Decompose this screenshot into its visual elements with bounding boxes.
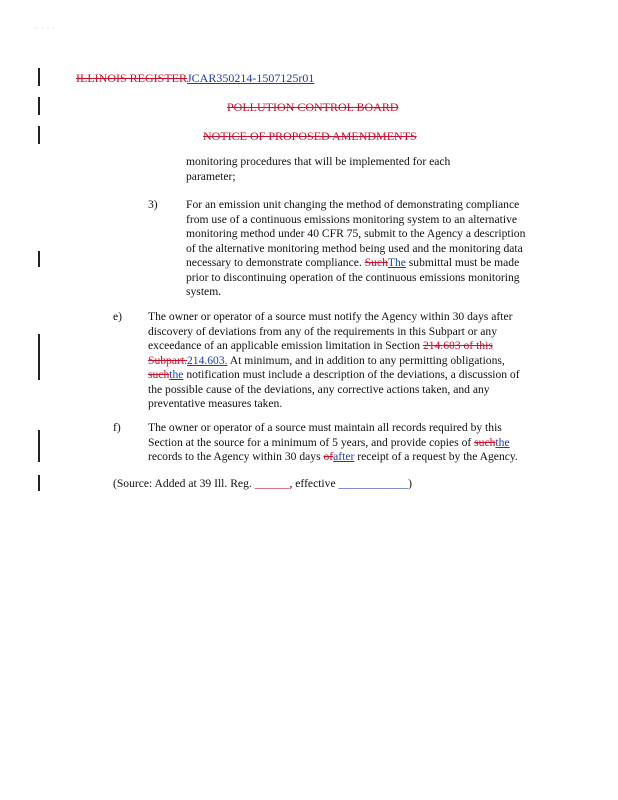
text-run: submittal must be made xyxy=(405,256,520,269)
deleted-text: 214.603 of this xyxy=(422,339,493,352)
text-line xyxy=(148,368,520,383)
text-run: (Source: Added at 39 Ill. Reg. xyxy=(113,477,255,490)
text-line xyxy=(148,436,518,451)
text-line: monitoring method under 40 CFR 75, submit to the Agency a description xyxy=(186,227,526,240)
register-header xyxy=(76,71,314,86)
deleted-text: Subpart. xyxy=(148,353,187,367)
item-3-label: 3) xyxy=(148,198,158,211)
text-line: preventative measures taken. xyxy=(148,397,283,410)
text-line xyxy=(186,256,525,271)
item-f-label: f) xyxy=(113,421,121,434)
text-line: discovery of deviations from any of the requirements in this Subpart or any xyxy=(148,324,498,338)
text-line: For an emission unit changing the method of demonstrating compliance xyxy=(186,198,520,211)
change-bar xyxy=(38,251,40,267)
text-run: exceedance of an applicable emission limitation in Section xyxy=(148,339,423,352)
item-f-paragraph xyxy=(148,421,518,465)
register-title: ILLINOIS REGISTER xyxy=(76,71,187,85)
text-line: prior to discontinuing operation of the continuous emissions monitoring xyxy=(186,270,520,284)
text-line: The owner or operator of a source must notify the Agency within 30 days after xyxy=(148,310,513,323)
continuation-paragraph xyxy=(186,155,450,184)
source-note xyxy=(113,477,412,492)
item-e-paragraph xyxy=(148,310,520,412)
deleted-text: such xyxy=(148,368,170,381)
text-run: At minimum, and in addition to any permitting obligations, xyxy=(227,353,505,367)
text-run: ) xyxy=(408,477,412,490)
text-run: Section at the source for a minimum of 5 years, and provide copies of xyxy=(148,435,475,449)
effective-blank: ____________ xyxy=(338,477,409,490)
text-line xyxy=(148,339,520,354)
text-line: parameter; xyxy=(186,169,236,183)
inserted-text: the xyxy=(169,368,184,381)
deleted-text: Such xyxy=(364,256,388,269)
deleted-text: such xyxy=(474,435,496,449)
change-bar xyxy=(38,97,40,115)
text-line: system. xyxy=(186,285,222,298)
text-line: from use of a continuous emissions monitoring system to an alternative xyxy=(186,212,518,226)
docket-id: JCAR350214-1507125r01 xyxy=(187,71,315,85)
text-run: receipt of a request by the Agency. xyxy=(354,450,518,463)
change-bar xyxy=(38,68,40,86)
board-title: POLLUTION CONTROL BOARD xyxy=(227,100,399,114)
text-line xyxy=(148,354,520,369)
change-bar xyxy=(38,475,40,491)
item-e-label: e) xyxy=(113,310,123,323)
change-bar xyxy=(38,334,40,380)
text-run: , effective xyxy=(289,477,339,490)
inserted-text: after xyxy=(333,450,355,463)
item-3-paragraph xyxy=(186,198,525,300)
text-line xyxy=(148,450,518,465)
text-run: notification must include a description of the deviations, a discussion of xyxy=(183,368,520,381)
change-bar xyxy=(38,126,40,144)
text-line: The owner or operator of a source must maintain all records required by this xyxy=(148,421,502,434)
inserted-text: The xyxy=(387,256,406,269)
scan-artifact: ·· · · · xyxy=(33,26,56,32)
notice-title: NOTICE OF PROPOSED AMENDMENTS xyxy=(203,129,417,143)
text-line: monitoring procedures that will be implemented for each xyxy=(186,155,451,168)
text-line: the possible cause of the deviations, any corrective actions taken, and any xyxy=(148,382,490,396)
deleted-text: of xyxy=(323,450,334,463)
text-run: necessary to demonstrate compliance. xyxy=(186,256,365,269)
change-bar xyxy=(38,430,40,462)
inserted-text: the xyxy=(495,435,510,449)
text-run: records to the Agency within 30 days xyxy=(148,450,324,463)
inserted-text: 214.603. xyxy=(186,353,228,367)
text-line: of the alternative monitoring method being used and the monitoring data xyxy=(186,241,523,255)
reg-blank: ______ xyxy=(254,477,290,490)
